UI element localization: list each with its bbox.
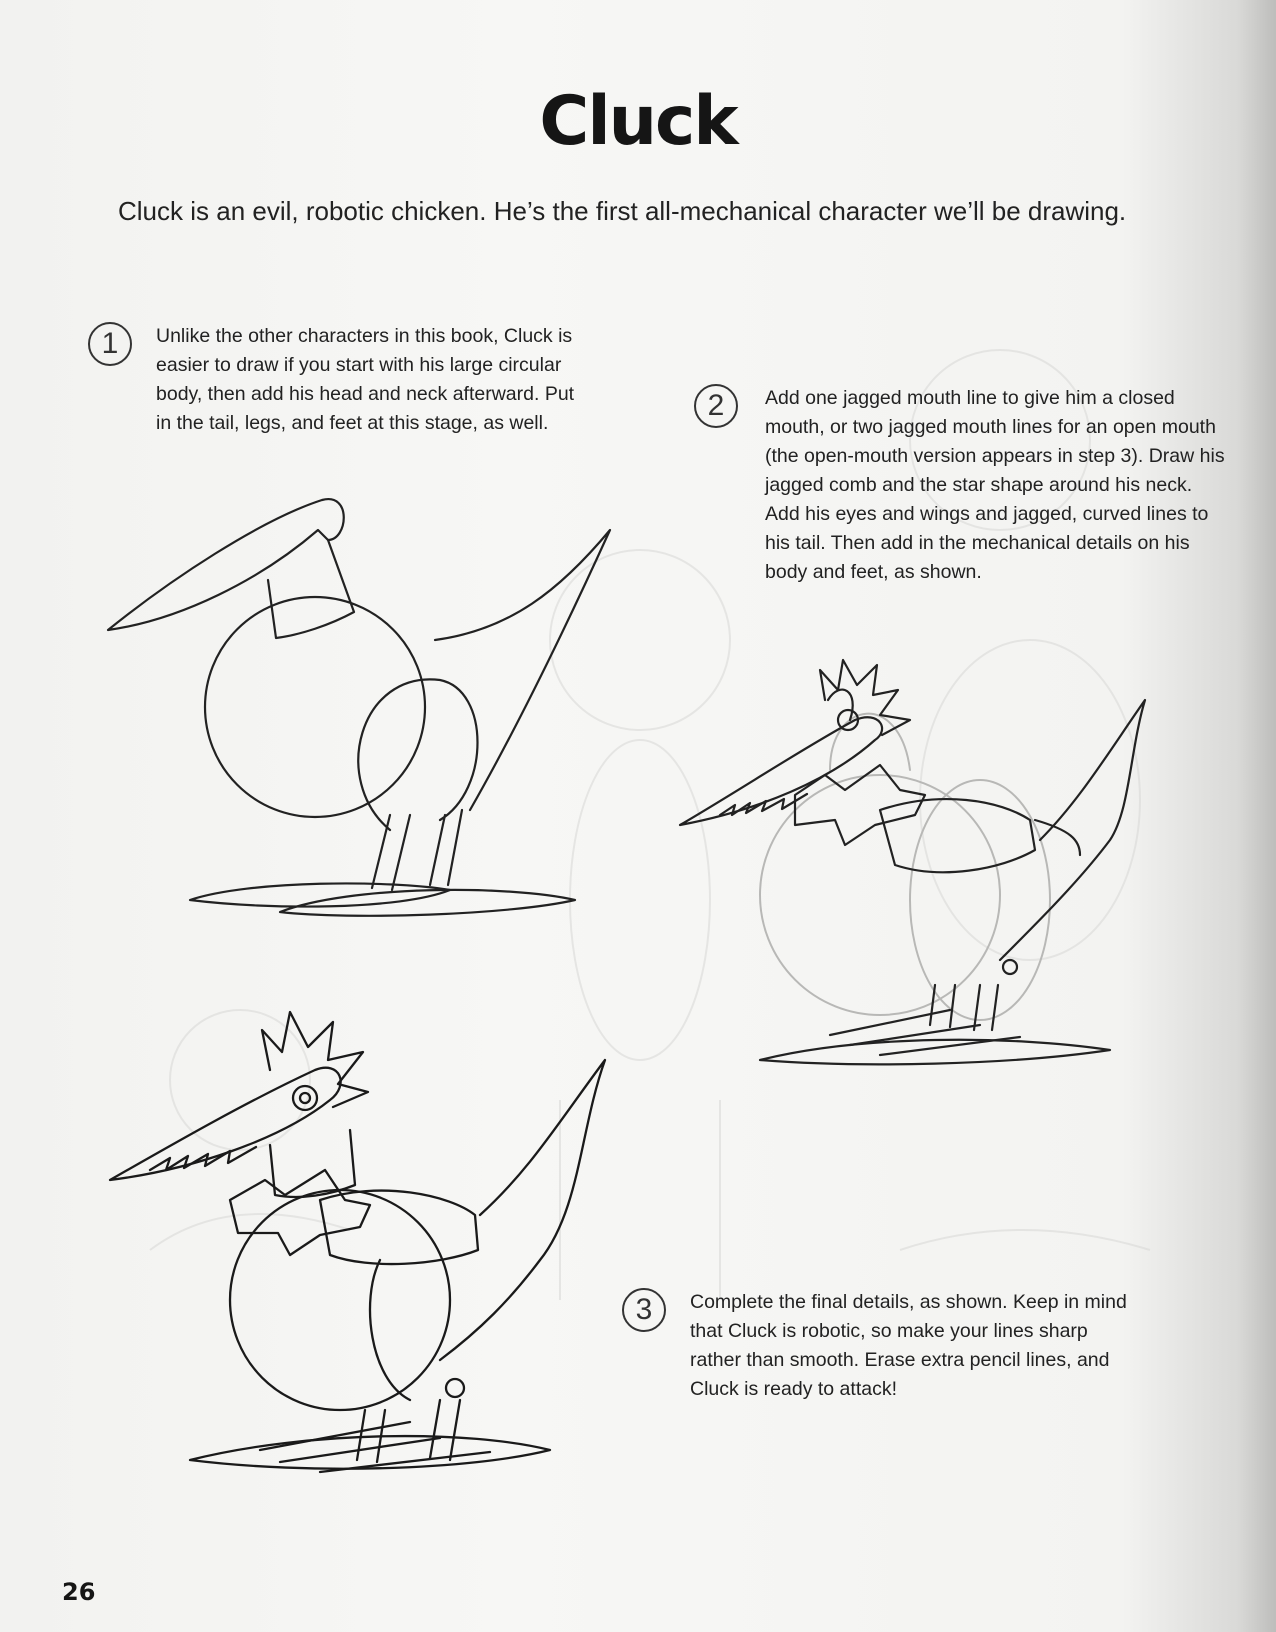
- page-title: Cluck: [539, 82, 737, 161]
- intro-text: Cluck is an evil, robotic chicken. He’s the first all-mechanical character we’ll be drawing.: [118, 196, 1127, 226]
- step-3-number: 3: [622, 1288, 666, 1332]
- step-2-text: Add one jagged mouth line to give him a closed mouth, or two jagged mouth lines for an open mouth (the open-mouth version appears in step 3). Draw his jagged comb and the star shape around his neck. Add his eyes and wings and jagged, curved lines to his tail. Then add in the mechanical details on his body and feet, as shown.: [765, 387, 1225, 583]
- step-1-text: Unlike the other characters in this book, Cluck is easier to draw if you start with his large circular body, then add his head and neck afterward. Put in the tail, legs, and feet at this stage, as well.: [156, 325, 575, 434]
- step-1-number: 1: [88, 322, 132, 366]
- page-number: 26: [62, 1578, 96, 1606]
- step-3-text: Complete the final details, as shown. Keep in mind that Cluck is robotic, so make your lines sharp rather than smooth. Erase extra pencil lines, and Cluck is ready to attack!: [690, 1291, 1127, 1400]
- step-3-drawing: [110, 1000, 630, 1490]
- step-2-number: 2: [694, 384, 738, 428]
- step-2-drawing: [680, 640, 1200, 1120]
- step-1-drawing: [90, 480, 610, 920]
